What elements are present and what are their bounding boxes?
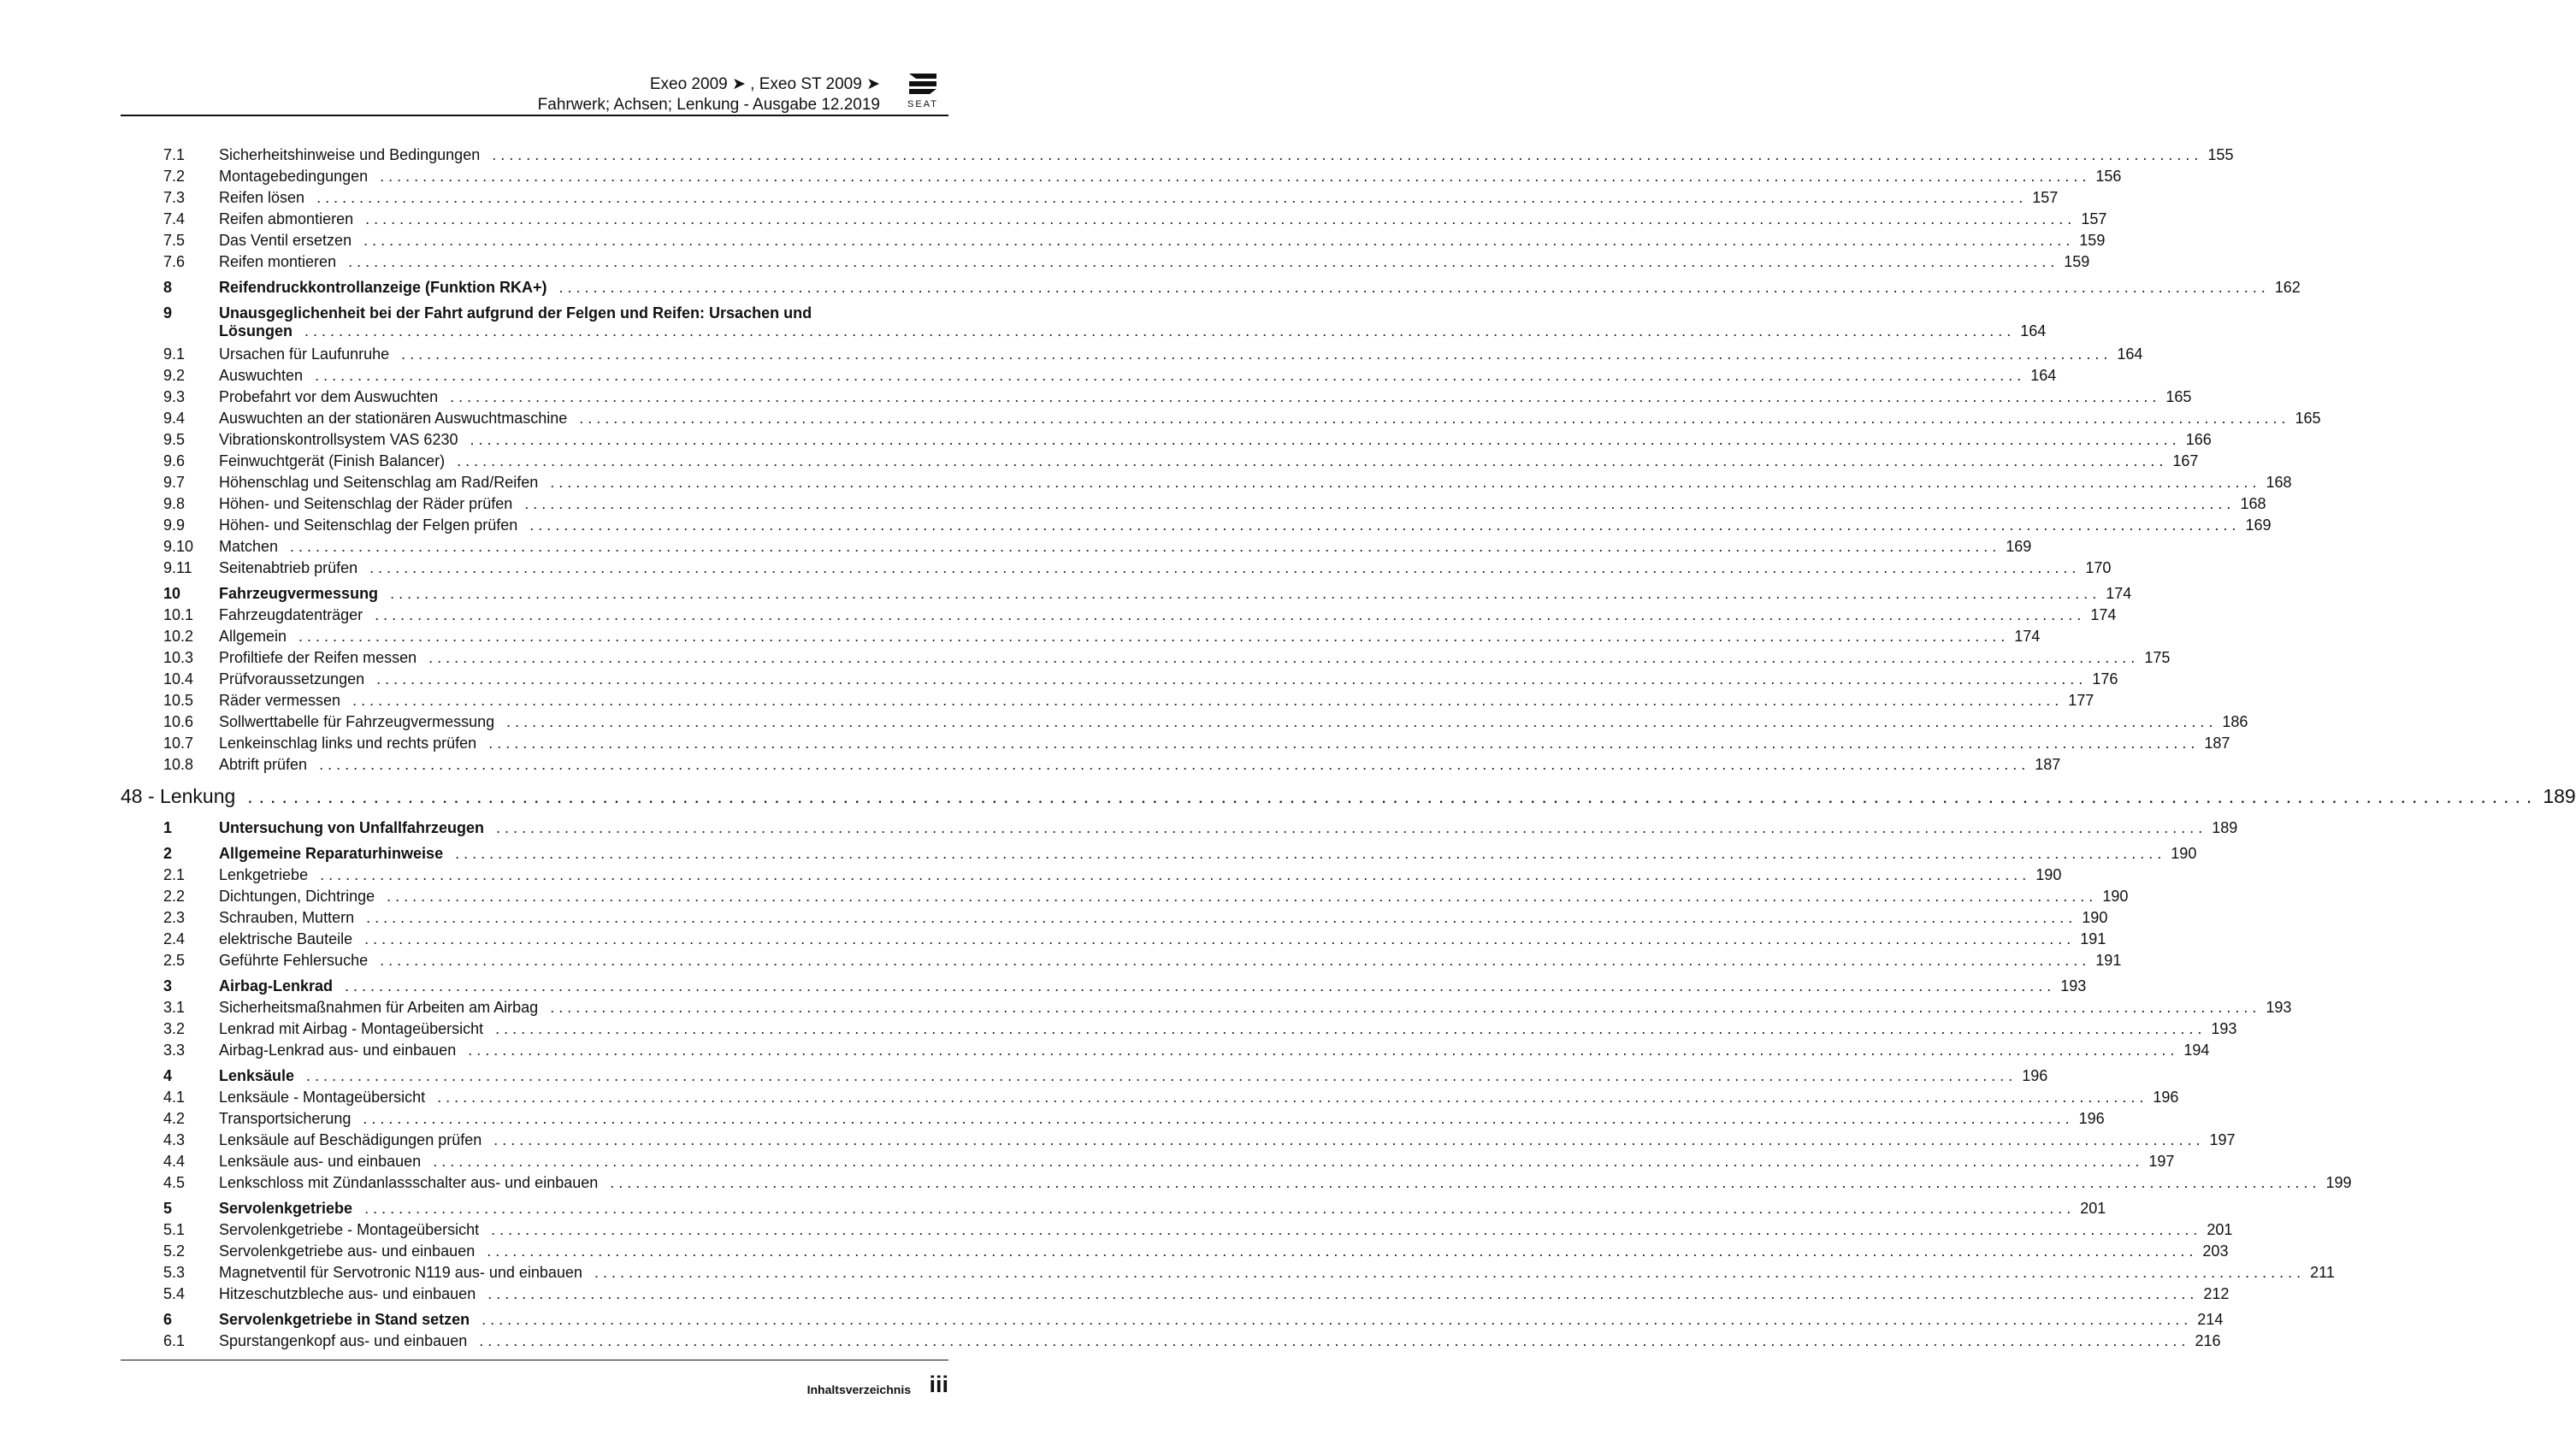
toc-number: 10.1 <box>163 606 194 623</box>
toc-page-number: 189 <box>2212 819 2238 836</box>
toc-number: 3.1 <box>163 999 186 1016</box>
toc-number: 4.1 <box>163 1089 186 1106</box>
toc-entry[interactable] <box>121 753 2061 775</box>
dot-leader: ........................................................................................................................................................................................................ <box>375 606 2086 623</box>
toc-number: 5.2 <box>163 1242 186 1260</box>
seat-logo <box>897 72 948 109</box>
toc-entry[interactable] <box>121 885 2129 906</box>
toc-entry[interactable] <box>121 625 2041 646</box>
toc-page-number: 196 <box>2078 1110 2105 1127</box>
toc-title: Profiltiefe der Reifen messen <box>219 649 417 666</box>
toc-title: Dichtungen, Dichtringe <box>219 888 375 905</box>
header-subject: Fahrwerk; Achsen; Lenkung - Ausgabe 12.2019 <box>537 96 880 114</box>
toc-title: Höhenschlag und Seitenschlag am Rad/Reifen <box>219 474 539 491</box>
toc-page-number: 189 <box>2543 785 2576 807</box>
toc-title: Reifen abmontieren <box>219 210 354 227</box>
toc-number: 4.5 <box>163 1174 186 1191</box>
toc-page-number: 168 <box>2240 495 2266 512</box>
toc-title: Feinwuchtgerät (Finish Balancer) <box>219 452 446 469</box>
dot-leader: ........................................................................................................................................................................................................ <box>387 888 2098 905</box>
toc-entry[interactable] <box>121 364 2057 386</box>
toc-title: Lenkrad mit Airbag - Montageübersicht <box>219 1020 484 1037</box>
toc-title: Reifendruckkontrollanzeige (Funktion RKA+) <box>219 279 547 296</box>
toc-page-number: 197 <box>2148 1153 2175 1170</box>
dot-leader: ........................................................................................................................................................................................................ <box>363 1110 2074 1127</box>
toc-entry[interactable] <box>121 1330 2221 1351</box>
dot-leader: ........................................................................................................................................................................................................ <box>319 756 2030 773</box>
toc-number: 9.10 <box>163 538 194 555</box>
dot-leader: ........................................................................................................................................................................................................ <box>594 1264 2306 1281</box>
toc-page-number: 199 <box>2325 1174 2352 1191</box>
toc-entry[interactable] <box>121 407 2321 428</box>
dot-leader: ........................................................................................................................................................................................................ <box>366 909 2077 926</box>
toc-number: 4.3 <box>163 1131 186 1148</box>
toc-number: 2.3 <box>163 909 186 926</box>
toc-entry[interactable] <box>121 906 2108 928</box>
toc-title: Schrauben, Muttern <box>219 909 355 926</box>
dot-leader: ........................................................................................................................................................................................................ <box>365 210 2077 227</box>
toc-entry[interactable] <box>121 1039 2210 1060</box>
toc-page-number: 174 <box>2090 606 2117 623</box>
toc-title: Reifen lösen <box>219 189 305 206</box>
toc-page-number: 169 <box>2006 538 2032 555</box>
toc-page-number: 211 <box>2310 1264 2335 1281</box>
toc-title: Fahrzeugvermessung <box>219 585 379 602</box>
toc-title: 48 - Lenkung <box>121 785 236 807</box>
dot-leader: ........................................................................................................................................................................................................ <box>524 495 2236 512</box>
toc-number: 5.1 <box>163 1221 186 1238</box>
toc-page-number: 190 <box>2171 845 2197 862</box>
toc-page-number: 162 <box>2274 279 2301 296</box>
dot-leader: ........................................................................................................................................................................................................ <box>380 952 2091 969</box>
toc-title: Allgemeine Reparaturhinweise <box>219 845 444 862</box>
dot-leader: ........................................................................................................................................................................................................ <box>315 367 2026 384</box>
toc-title: Probefahrt vor dem Auswuchten <box>219 388 439 405</box>
toc-entry[interactable] <box>121 229 2106 251</box>
toc-number: 8 <box>163 279 173 296</box>
toc-page-number: 216 <box>2195 1332 2221 1349</box>
toc-title: Räder vermessen <box>219 692 341 709</box>
toc-title: Allgemein <box>219 628 287 645</box>
toc-section[interactable] <box>121 842 2197 864</box>
toc-page-number: 168 <box>2266 474 2292 491</box>
toc-number: 6 <box>163 1311 173 1328</box>
toc-entry[interactable] <box>121 1240 2229 1261</box>
toc-title: Untersuchung von Unfallfahrzeugen <box>219 819 485 836</box>
toc-number: 7.6 <box>163 253 186 270</box>
dot-leader: ........................................................................................................................................................................................................ <box>488 735 2200 752</box>
dot-leader: ........................................................................................................................................................................................................ <box>369 559 2081 576</box>
toc-entry[interactable] <box>121 864 2062 885</box>
toc-number: 9 <box>163 304 173 322</box>
toc-number: 3.2 <box>163 1020 186 1037</box>
toc-entry[interactable] <box>121 668 2118 689</box>
toc-page-number: 176 <box>2092 670 2118 688</box>
dot-leader: ........................................................................................................................................................................................................ <box>380 168 2091 185</box>
dot-leader: ........................................................................................................................................................................................................ <box>550 474 2261 491</box>
toc-title: Lösungen <box>219 322 292 339</box>
toc-entry[interactable] <box>121 1150 2175 1171</box>
toc-title: Servolenkgetriebe in Stand setzen <box>219 1311 470 1328</box>
toc-entry[interactable] <box>121 165 2122 186</box>
toc-number: 4.4 <box>163 1153 186 1170</box>
dot-leader: ........................................................................................................................................................................................................ <box>352 692 2064 709</box>
dot-leader: ........................................................................................................................................................................................................ <box>390 585 2101 602</box>
toc-page-number: 165 <box>2165 388 2192 405</box>
toc-page-number: 203 <box>2202 1242 2229 1260</box>
toc-entry[interactable] <box>121 689 2094 711</box>
toc-number: 9.9 <box>163 516 186 534</box>
toc-number: 10.4 <box>163 670 194 688</box>
toc-number: 10.6 <box>163 713 194 730</box>
toc-page-number: 190 <box>2082 909 2108 926</box>
toc-title: Sicherheitsmaßnahmen für Arbeiten am Airbag <box>219 999 539 1016</box>
toc-number: 10.3 <box>163 649 194 666</box>
toc-page-number: 196 <box>2022 1067 2048 1084</box>
toc-title: Höhen- und Seitenschlag der Felgen prüfen <box>219 516 518 534</box>
toc-title: Lenkschloss mit Zündanlassschalter aus- und einbauen <box>219 1174 599 1191</box>
toc-section[interactable] <box>121 582 2132 604</box>
toc-entry[interactable] <box>121 1219 2233 1240</box>
dot-leader: ........................................................................................................................................................................................................ <box>487 1242 2198 1260</box>
toc-page-number: 174 <box>2014 628 2041 645</box>
toc-page-number: 164 <box>2020 322 2047 339</box>
toc-title: elektrische Bauteile <box>219 930 353 947</box>
toc-page-number: 201 <box>2207 1221 2233 1238</box>
toc-page-number: 175 <box>2144 649 2171 666</box>
toc-title: Lenkeinschlag links und rechts prüfen <box>219 735 477 752</box>
toc-page-number: 159 <box>2079 232 2106 249</box>
toc-title: Vibrationskontrollsystem VAS 6230 <box>219 431 458 448</box>
dot-leader: ........................................................................................................................................................................................................ <box>376 670 2088 688</box>
toc-number: 7.4 <box>163 210 186 227</box>
dot-leader: ........................................................................................................................................................................................................ <box>495 1020 2207 1037</box>
toc-entry[interactable] <box>121 471 2292 493</box>
toc-entry[interactable] <box>121 343 2143 364</box>
toc-title: Abtrift prüfen <box>219 756 308 773</box>
toc-entry[interactable] <box>121 251 2090 272</box>
footer-label: Inhaltsverzeichnis <box>806 1383 911 1396</box>
toc-number: 9.3 <box>163 388 186 405</box>
toc-title: Servolenkgetriebe <box>219 1200 353 1217</box>
toc-page-number: 191 <box>2080 930 2106 947</box>
dot-leader: ........................................................................................................................................................................................................ <box>610 1174 2321 1191</box>
dot-leader: ........................................................................................................................................................................................................ <box>529 516 2241 534</box>
toc-number: 3.3 <box>163 1042 186 1059</box>
dot-leader: ........................................................................................................................................................................................................ <box>450 388 2161 405</box>
toc-number: 7.1 <box>163 146 186 163</box>
dot-leader: ........................................................................................................................................................................................................ <box>401 345 2112 363</box>
toc-page-number: 157 <box>2081 210 2107 227</box>
toc-page-number: 155 <box>2207 146 2234 163</box>
toc-number: 10.8 <box>163 756 194 773</box>
toc-title: Servolenkgetriebe aus- und einbauen <box>219 1242 476 1260</box>
toc-page-number: 187 <box>2035 756 2061 773</box>
toc-number: 2.4 <box>163 930 186 947</box>
dot-leader: ........................................................................................................................................................................................................ <box>320 866 2031 883</box>
dot-leader: ........................................................................................................................................................................................................ <box>364 930 2076 947</box>
toc-title: Auswuchten an der stationären Auswuchtmaschine <box>219 410 568 427</box>
toc-page-number: 165 <box>2295 410 2321 427</box>
toc-page-number: 193 <box>2211 1020 2237 1037</box>
dot-leader: ........................................................................................................................................................................................................ <box>493 1131 2205 1148</box>
dot-leader: ........................................................................................................................................................................................................ <box>290 538 2001 555</box>
dot-leader: ........................................................................................................................................................................................................ <box>468 1042 2179 1059</box>
dot-leader: ........................................................................................................................................................................................................ <box>364 1200 2076 1217</box>
toc-title-line1: Unausgeglichenheit bei der Fahrt aufgrund der Felgen und Reifen: Ursachen und <box>219 304 812 322</box>
toc-number: 10.2 <box>163 628 194 645</box>
dot-leader: ........................................................................................................................................................................................................ <box>455 845 2166 862</box>
toc-entry[interactable] <box>121 1171 2352 1193</box>
dot-leader: ........................................................................................................................................................................................................ <box>506 713 2218 730</box>
toc-page-number: 191 <box>2095 952 2122 969</box>
toc-page-number: 157 <box>2032 189 2059 206</box>
toc-title: Airbag-Lenkrad aus- und einbauen <box>219 1042 457 1059</box>
toc-page-number: 167 <box>2172 452 2199 469</box>
toc-entry[interactable] <box>121 557 2112 578</box>
toc-page-number: 212 <box>2203 1285 2230 1302</box>
toc-entry[interactable] <box>121 996 2292 1018</box>
dot-leader: ........................................................................................................................................................................................................ <box>487 1285 2199 1302</box>
dot-leader: ........................................................................................................................................................................................................ <box>428 649 2140 666</box>
toc-title: Reifen montieren <box>219 253 337 270</box>
toc-page-number: 214 <box>2197 1311 2224 1328</box>
toc-entry[interactable] <box>121 428 2212 450</box>
toc-title: Servolenkgetriebe - Montageübersicht <box>219 1221 480 1238</box>
toc-number: 5 <box>163 1200 173 1217</box>
toc-entry[interactable] <box>121 732 2230 753</box>
toc-number: 2.2 <box>163 888 186 905</box>
toc-section[interactable] <box>121 1065 2048 1086</box>
toc-page-number: 156 <box>2095 168 2122 185</box>
dot-leader: ........................................................................................................................................................................................................ <box>479 1332 2190 1349</box>
toc-number: 4 <box>163 1067 173 1084</box>
toc-number: 9.2 <box>163 367 186 384</box>
toc-number: 7.3 <box>163 189 186 206</box>
toc-entry[interactable] <box>121 1086 2179 1107</box>
toc-title: Prüfvoraussetzungen <box>219 670 365 688</box>
toc-title: Das Ventil ersetzen <box>219 232 352 249</box>
toc-entry[interactable] <box>121 186 2059 208</box>
toc-entry[interactable] <box>121 144 2234 165</box>
toc-entry[interactable] <box>121 1261 2335 1283</box>
toc-title: Lenksäule <box>219 1067 295 1084</box>
toc-number: 7.2 <box>163 168 186 185</box>
toc-title: Lenksäule auf Beschädigungen prüfen <box>219 1131 482 1148</box>
toc-chapter[interactable] <box>121 783 2576 812</box>
toc-page-number: 196 <box>2153 1089 2179 1106</box>
toc-entry[interactable] <box>121 1018 2237 1039</box>
toc-section[interactable] <box>121 1308 2224 1330</box>
toc-page-number: 187 <box>2204 735 2230 752</box>
dot-leader: ........................................................................................................................................................................................................ <box>304 322 2016 339</box>
toc-page-number: 169 <box>2245 516 2272 534</box>
toc-number: 9.1 <box>163 345 186 363</box>
toc-page-number: 164 <box>2030 367 2057 384</box>
toc-number: 10.7 <box>163 735 194 752</box>
toc-page-number: 166 <box>2185 431 2212 448</box>
toc-page-number: 186 <box>2222 713 2248 730</box>
dot-leader: ........................................................................................................................................................................................................ <box>470 431 2181 448</box>
toc-entry[interactable] <box>121 711 2248 732</box>
toc-title: Hitzeschutzbleche aus- und einbauen <box>219 1285 476 1302</box>
page-header <box>121 72 948 116</box>
toc-number: 3 <box>163 977 173 994</box>
toc-entry[interactable] <box>121 928 2106 949</box>
toc-number: 9.6 <box>163 452 186 469</box>
dot-leader: ........................................................................................................................................................................................................ <box>492 146 2203 163</box>
dot-leader: ........................................................................................................................................................................................................ <box>316 189 2028 206</box>
toc-entry[interactable] <box>121 493 2266 514</box>
toc-page-number: 174 <box>2106 585 2132 602</box>
toc-title: Spurstangenkopf aus- und einbauen <box>219 1332 468 1349</box>
toc-entry[interactable] <box>121 514 2272 535</box>
toc-page-number: 194 <box>2183 1042 2210 1059</box>
logo-wordmark: SEAT <box>907 99 938 109</box>
toc-entry[interactable] <box>121 386 2192 407</box>
toc-title: Sollwerttabelle für Fahrzeugvermessung <box>219 713 495 730</box>
footer-page-number: iii <box>929 1372 948 1397</box>
toc-number: 1 <box>163 819 173 836</box>
toc-entry[interactable] <box>121 535 2032 557</box>
toc-number: 5.3 <box>163 1264 186 1281</box>
dot-leader: ........................................................................................................................................................................................................ <box>247 785 2538 807</box>
dot-leader: ........................................................................................................................................................................................................ <box>579 410 2290 427</box>
dot-leader: ........................................................................................................................................................................................................ <box>496 819 2207 836</box>
toc-title: Sicherheitshinweise und Bedingungen <box>219 146 481 163</box>
toc-page-number: 164 <box>2117 345 2143 363</box>
dot-leader: ........................................................................................................................................................................................................ <box>363 232 2075 249</box>
toc-number: 10 <box>163 585 181 602</box>
dot-leader: ........................................................................................................................................................................................................ <box>345 977 2056 994</box>
toc-entry[interactable] <box>121 949 2122 971</box>
toc-title: Auswuchten <box>219 367 304 384</box>
toc-page-number: 190 <box>2035 866 2062 883</box>
toc-page-number: 197 <box>2209 1131 2236 1148</box>
toc-number: 9.8 <box>163 495 186 512</box>
toc-entry[interactable] <box>121 1107 2105 1129</box>
toc-title: Airbag-Lenkrad <box>219 977 334 994</box>
dot-leader: ........................................................................................................................................................................................................ <box>437 1089 2148 1106</box>
dot-leader: ........................................................................................................................................................................................................ <box>306 1067 2018 1084</box>
toc-number: 4.2 <box>163 1110 186 1127</box>
table-of-contents <box>121 144 2576 1351</box>
toc-number: 5.4 <box>163 1285 186 1302</box>
toc-number: 7.5 <box>163 232 186 249</box>
toc-section[interactable] <box>121 975 2087 996</box>
toc-title: Höhen- und Seitenschlag der Räder prüfen <box>219 495 513 512</box>
dot-leader: ........................................................................................................................................................................................................ <box>558 279 2270 296</box>
toc-section[interactable] <box>121 302 2047 343</box>
toc-page-number: 193 <box>2266 999 2292 1016</box>
toc-title: Lenksäule aus- und einbauen <box>219 1153 422 1170</box>
dot-leader: ........................................................................................................................................................................................................ <box>550 999 2261 1016</box>
toc-entry[interactable] <box>121 1283 2230 1304</box>
toc-section[interactable] <box>121 1197 2106 1219</box>
toc-number: 2.5 <box>163 952 186 969</box>
toc-number: 2.1 <box>163 866 186 883</box>
toc-number: 9.11 <box>163 559 192 576</box>
dot-leader: ........................................................................................................................................................................................................ <box>482 1311 2193 1328</box>
toc-section[interactable] <box>121 276 2301 298</box>
toc-title: Transportsicherung <box>219 1110 352 1127</box>
toc-number: 10.5 <box>163 692 194 709</box>
toc-title: Geführte Fehlersuche <box>219 952 369 969</box>
toc-title: Lenksäule - Montageübersicht <box>219 1089 426 1106</box>
toc-title: Montagebedingungen <box>219 168 369 185</box>
toc-title: Magnetventil für Servotronic N119 aus- und einbauen <box>219 1264 582 1281</box>
toc-title: Ursachen für Laufunruhe <box>219 345 390 363</box>
toc-section[interactable] <box>121 817 2238 838</box>
toc-title: Fahrzeugdatenträger <box>219 606 363 623</box>
toc-number: 2 <box>163 845 173 862</box>
toc-page-number: 170 <box>2085 559 2112 576</box>
toc-title: Seitenabtrieb prüfen <box>219 559 358 576</box>
toc-entry[interactable] <box>121 450 2199 471</box>
toc-entry[interactable] <box>121 208 2107 229</box>
header-model: Exeo 2009 ➤ , Exeo ST 2009 ➤ <box>649 75 880 93</box>
toc-number: 9.5 <box>163 431 186 448</box>
header-rule <box>121 115 948 116</box>
toc-page-number: 201 <box>2080 1200 2106 1217</box>
toc-entry[interactable] <box>121 646 2171 668</box>
toc-page-number: 159 <box>2064 253 2090 270</box>
toc-entry[interactable] <box>121 604 2117 625</box>
dot-leader: ........................................................................................................................................................................................................ <box>491 1221 2202 1238</box>
dot-leader: ........................................................................................................................................................................................................ <box>457 452 2168 469</box>
toc-title: Lenkgetriebe <box>219 866 309 883</box>
toc-number: 9.7 <box>163 474 186 491</box>
toc-number: 9.4 <box>163 410 186 427</box>
toc-entry[interactable] <box>121 1129 2236 1150</box>
toc-title: Matchen <box>219 538 279 555</box>
toc-page-number: 177 <box>2068 692 2094 709</box>
toc-number: 6.1 <box>163 1332 186 1349</box>
dot-leader: ........................................................................................................................................................................................................ <box>348 253 2059 270</box>
toc-page-number: 193 <box>2060 977 2087 994</box>
dot-leader: ........................................................................................................................................................................................................ <box>433 1153 2144 1170</box>
toc-page-number: 190 <box>2102 888 2129 905</box>
dot-leader: ........................................................................................................................................................................................................ <box>298 628 2010 645</box>
